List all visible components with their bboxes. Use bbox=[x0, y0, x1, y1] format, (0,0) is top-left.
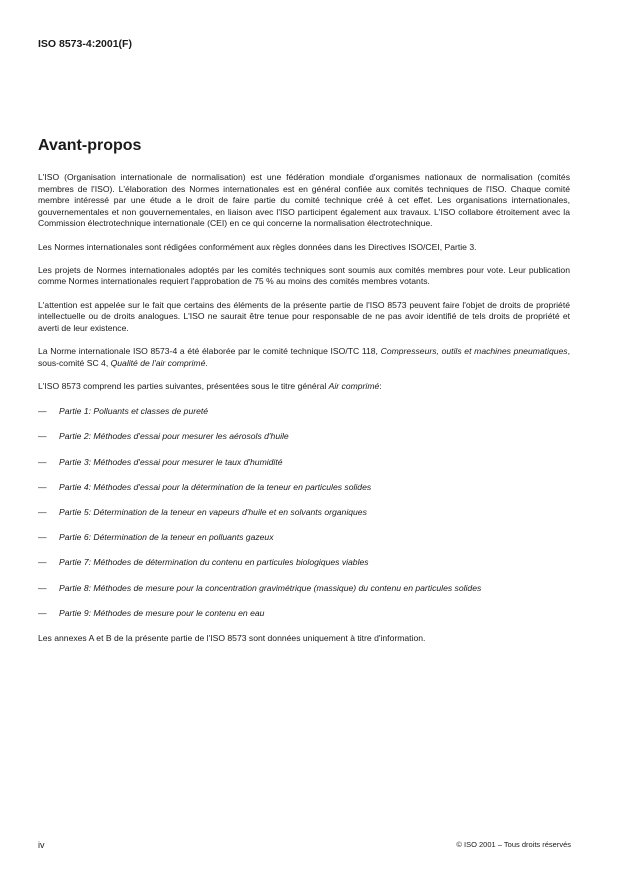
dash-bullet: — bbox=[38, 456, 47, 467]
list-item bbox=[38, 482, 570, 494]
text-segment: L'ISO 8573 comprend les parties suivantes, présentées sous le titre général bbox=[38, 380, 329, 391]
list-item-text: Partie 4: Méthodes d'essai pour la détermination de la teneur en particules solides bbox=[59, 481, 372, 492]
list-item-text: Partie 3: Méthodes d'essai pour mesurer le taux d'humidité bbox=[59, 456, 283, 467]
list-item bbox=[38, 457, 570, 469]
list-item-text: Partie 8: Méthodes de mesure pour la concentration gravimétrique (massique) du contenu en particules solides bbox=[59, 582, 482, 593]
committee-title: Compresseurs, outils et machines pneumatiques bbox=[380, 345, 568, 356]
dash-bullet: — bbox=[38, 507, 47, 518]
dash-bullet: — bbox=[38, 532, 47, 543]
paragraph-directives: Les Normes internationales sont rédigées conformément aux règles données dans les Directives ISO/CEI, Partie 3. bbox=[38, 241, 477, 252]
list-item bbox=[38, 507, 570, 519]
list-item bbox=[38, 583, 570, 595]
text-segment: La Norme internationale ISO 8573-4 a été élaborée par le comité technique ISO/TC 118, bbox=[38, 345, 381, 356]
dash-bullet: — bbox=[38, 582, 47, 593]
dash-bullet: — bbox=[38, 557, 47, 568]
paragraph-iso-intro: L'ISO (Organisation internationale de normalisation) est une fédération mondiale d'organismes nationaux de normalisation (comités membres de l'ISO). L'élaboration des Normes internationales est en général confiée aux comités techniques de l'ISO. Chaque comité membre intéressé par une étude a le droit de faire partie du comité technique créé à cet effet. Les organisations internationales, gouvernementales et non gouvernementales, en liaison avec l'ISO participent également aux travaux. L'ISO collabore étroitement avec la Commission électrotechnique internationale (CEI) en ce qui concerne la normalisation électrotechnique. bbox=[38, 172, 570, 229]
general-title: Air comprimé bbox=[328, 380, 380, 391]
list-item bbox=[38, 406, 570, 418]
text-segment: . bbox=[205, 357, 208, 368]
paragraph-annexes: Les annexes A et B de la présente partie de l'ISO 8573 sont données uniquement à titre d'information. bbox=[38, 632, 426, 643]
page-number: iv bbox=[38, 840, 45, 850]
dash-bullet: — bbox=[38, 607, 47, 618]
list-item-text: Partie 6: Détermination de la teneur en polluants gazeux bbox=[59, 532, 274, 543]
paragraph-voting: Les projets de Normes internationales adoptés par les comités techniques sont soumis aux comités membres pour vote. Leur publication comme Normes internationales requiert l'approbation de 75 % au moins des comités membres votants. bbox=[38, 264, 570, 287]
list-item bbox=[38, 431, 570, 443]
text-segment: : bbox=[379, 380, 382, 391]
dash-bullet: — bbox=[38, 406, 47, 417]
list-item-text: Partie 5: Détermination de la teneur en vapeurs d'huile et en solvants organiques bbox=[59, 507, 367, 518]
paragraph-patent-notice: L'attention est appelée sur le fait que certains des éléments de la présente partie de l'ISO 8573 peuvent faire l'objet de droits de propriété intellectuelle ou de droits analogues. L'ISO ne saurait être tenue pour responsable de ne pas avoir identifié de tels droits de propriété et averti de leur existence. bbox=[38, 299, 570, 333]
list-item-text: Partie 7: Méthodes de détermination du contenu en particules biologiques viables bbox=[59, 557, 369, 568]
parts-list bbox=[38, 406, 570, 619]
foreword-body bbox=[38, 172, 570, 645]
list-item bbox=[38, 532, 570, 544]
list-item-text: Partie 2: Méthodes d'essai pour mesurer les aérosols d'huile bbox=[59, 431, 289, 442]
list-item-text: Partie 1: Polluants et classes de pureté bbox=[59, 406, 209, 417]
copyright-notice: © ISO 2001 – Tous droits réservés bbox=[456, 840, 571, 849]
list-item-text: Partie 9: Méthodes de mesure pour le contenu en eau bbox=[59, 607, 265, 618]
text-segment: , sous-comité SC 4, bbox=[38, 345, 570, 368]
list-item bbox=[38, 557, 570, 569]
paragraph-committee bbox=[38, 346, 570, 369]
subcommittee-title: Qualité de l'air comprimé bbox=[110, 357, 206, 368]
page-title: Avant-propos bbox=[38, 137, 142, 154]
dash-bullet: — bbox=[38, 431, 47, 442]
dash-bullet: — bbox=[38, 481, 47, 492]
paragraph-parts-intro bbox=[38, 381, 570, 393]
document-header: ISO 8573-4:2001(F) bbox=[38, 38, 132, 50]
list-item bbox=[38, 608, 570, 620]
